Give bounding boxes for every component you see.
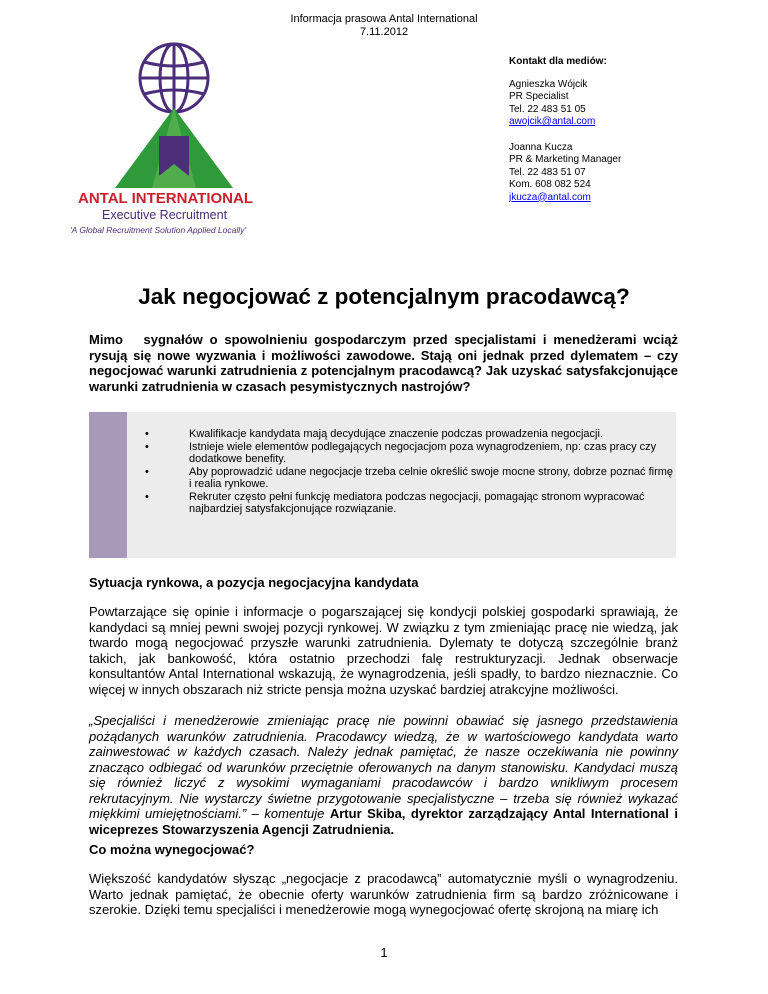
contact-person-1 [509, 79, 621, 129]
quote-text: „Specjaliści i menedżerowie zmieniając pracę nie powinni obawiać się jasnego przedstawienia pożądanych warunków zatrudnienia. Pracodawcy wiedzą, że w wartościowego kandydata warto zainwestować w każdych czasach. Należy jednak pamiętać, że nasze oczekiwania nie powinny znacząco odbiegać od warunków przeciętnie oferowanych na danym stanowisku. Kandydaci muszą się również liczyć z wysokimi wymaganiami pracodawców i bardzo wnikliwym procesem rekrutacyjnym. Nie wystarczy świetne przygotowanie specjalistyczne – trzeba się również wykazać miękkimi umiejętnościami.” [89, 713, 678, 821]
media-contact [509, 56, 621, 217]
highlight-item: • Istnieje wiele elementów podlegających negocjacjom poza wynagrodzeniem, np: czas pracy czy dodatkowe benefity. [145, 441, 675, 466]
contact-2-email-link[interactable]: jkucza@antal.com [509, 191, 591, 203]
contact-1-tel: Tel. 22 483 51 05 [509, 103, 586, 115]
contact-1-name: Agnieszka Wójcik [509, 78, 588, 90]
page-number: 1 [380, 945, 388, 960]
highlights-box [89, 412, 676, 558]
quote-author: Artur Skiba, dyrektor zarządzający Antal International i wiceprezes Stowarzyszenia Agencji Zatrudnienia. [89, 806, 678, 837]
header-line-1: Informacja prasowa Antal International [290, 13, 478, 25]
highlight-item: • Kwalifikacje kandydata mają decydujące znaczenie podczas prowadzenia negocjacji. [145, 428, 675, 441]
contact-2-name: Joanna Kucza [509, 141, 573, 153]
globe-icon [140, 44, 208, 112]
contact-1-role: PR Specialist [509, 91, 569, 102]
highlight-item: • Rekruter często pełni funkcję mediatora podczas negocjacji, pomagając stronom wypracować najbardziej satysfakcjonujące rozwiązanie. [145, 491, 675, 516]
page-title: Jak negocjować z potencjalnym pracodawcą? [138, 284, 630, 309]
antal-logo [70, 36, 300, 236]
logo-tagline: 'A Global Recruitment Solution Applied Locally' [70, 225, 247, 235]
contact-2-role: PR & Marketing Manager [509, 154, 622, 165]
section-2-heading: Co można wynegocjować? [89, 842, 255, 857]
contact-2-tel: Tel. 22 483 51 07 [509, 166, 586, 178]
section-1-paragraph: Powtarzające się opinie i informacje o pogarszającej się kondycji polskiej gospodarki sprawiają, że kandydaci są mniej pewni swojej pozycji rynkowej. W związku z tym zmieniając pracę nie wiedzą, jak twardo mogą negocjować przyszłe warunki zatrudnienia. Dylematy te dotyczą szczególnie branż takich, jak bankowość, która ostatnio przechodzi falę restrukturyzacji. Jednak obserwacje konsultantów Antal International wskazują, że wynagrodzenia, jeśli spadły, to bardzo nieznacznie. Co więcej w innych obszarach niż stricte pensja można uzyskać bardziej atrakcyjne możliwości. [89, 604, 678, 697]
contact-2-mobile: Kom. 608 082 524 [509, 179, 591, 190]
lead-text: sygnałów o spowolnieniu gospodarczym przed specjalistami i menedżerami wciąż rysują się nowe wyzwania i możliwości zawodowe. Stają oni jednak przed dylematem – czy negocjować warunki zatrudnienia z potencjalnym pracodawcą? Jak uzyskać satysfakcjonujące warunki zatrudnienia w czasach pesymistycznych nastrojów? [89, 332, 678, 394]
contact-1-email-link[interactable]: awojcik@antal.com [509, 116, 596, 127]
highlight-item: • Aby poprowadzić udane negocjacje trzeba celnie określić swoje mocne strony, dobrze poznać firmę i realia rynkowe. [145, 466, 675, 491]
header-date: 7.11.2012 [359, 26, 409, 38]
contact-label: Kontakt dla mediów: [509, 56, 607, 67]
lead-first-word: Mimo [89, 332, 123, 347]
contact-person-2 [509, 142, 621, 205]
quote-attribution: – komentuje [246, 806, 330, 821]
section-2-paragraph: Większość kandydatów słysząc „negocjacje z pracodawcą” automatycznie myśli o wynagrodzeniu. Warto jednak pamiętać, że obecnie oferty warunków zatrudnienia firm są bardzo zróżnicowane i szerokie. Dzięki temu specjaliści i menedżerowie mogą wynegocjować ofertę skrojoną na miarę ich [89, 871, 678, 917]
lead-paragraph [89, 332, 678, 394]
logo-company-name: ANTAL INTERNATIONAL [78, 190, 253, 207]
logo-subtitle: Executive Recruitment [102, 208, 228, 222]
section-1-heading: Sytuacja rynkowa, a pozycja negocjacyjna kandydata [89, 575, 419, 590]
highlights-list [145, 428, 675, 516]
expert-quote [89, 713, 678, 837]
highlights-accent-bar [89, 412, 127, 558]
